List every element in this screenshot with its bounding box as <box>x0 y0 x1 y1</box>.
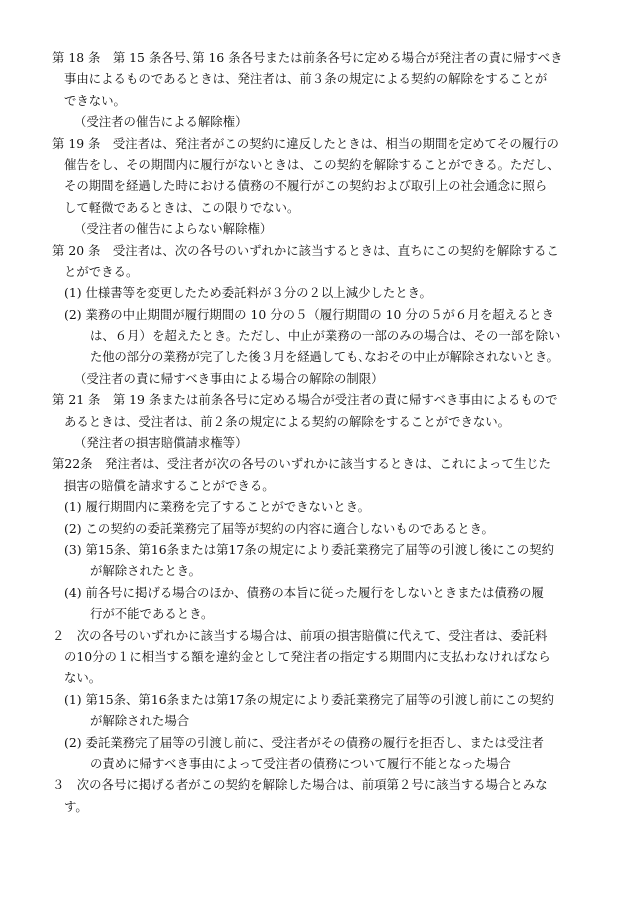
article-22-para-2-item-2: (2) 委託業務完了届等の引渡し前に、受注者がその債務の履行を拒否し、または受注者 <box>64 734 544 750</box>
article-22-paragraph-2: ２ 次の各号のいずれかに該当する場合は、前項の損害賠償に代えて、受注者は、委託料 <box>52 627 548 643</box>
article-20-item-2: (2) 業務の中止期間が履行期間の 10 分の５（履行期間の 10 分の５が６月を超えるとき <box>64 306 555 322</box>
article-20-text-line: とができる。 <box>64 263 139 279</box>
article-22-paragraph-3-cont: す。 <box>64 798 88 814</box>
article-22-para-2-item-1: (1) 第15条、第16条または第17条の規定により委託業務完了届等の引渡し前にこの契約 <box>64 691 555 707</box>
article-22-item-1: (1) 履行期間内に業務を完了することができないとき。 <box>64 499 370 515</box>
article-19-caption: （受注者の催告による解除権） <box>74 114 248 130</box>
article-22-item-4-cont: 行が不能であるとき。 <box>90 606 214 622</box>
article-19-text-line: その期間を経過した時における債務の不履行がこの契約および取引上の社会通念に照ら <box>64 178 548 194</box>
article-22-item-3-cont: が解除されたとき。 <box>90 563 202 579</box>
article-18-heading-line: 第 18 条 第 15 条各号､第 16 条各号または前条各号に定める場合が発注者の責に帰すべき <box>52 50 563 65</box>
article-22-item-2: (2) この契約の委託業務完了届等が契約の内容に適合しないものであるとき。 <box>64 520 494 536</box>
article-22-caption: （発注者の損害賠償請求権等） <box>74 435 248 451</box>
article-20-caption: （受注者の催告によらない解除権） <box>74 221 273 237</box>
article-22-heading-line: 第22条 発注者は、受注者が次の各号のいずれかに該当するときは、これによって生じた <box>52 456 552 472</box>
article-22-paragraph-3: ３ 次の各号に掲げる者がこの契約を解除した場合は、前項第２号に該当する場合とみな <box>52 777 548 793</box>
article-21-text-line: あるときは、受注者は、前２条の規定による契約の解除をすることができない。 <box>64 413 511 429</box>
article-22-item-4: (4) 前各号に掲げる場合のほか、債務の本旨に従った履行をしないときまたは債務の履 <box>64 584 544 600</box>
article-22-item-3: (3) 第15条、第16条または第17条の規定により委託業務完了届等の引渡し後にこの契約 <box>64 541 555 557</box>
article-20-item-2-cont: た他の部分の業務が完了した後３月を経過しても､なおその中止が解除されないとき。 <box>90 349 559 365</box>
article-22-paragraph-2-cont: ない。 <box>64 670 102 686</box>
article-20-item-2-cont: は、６月）を超えたとき。ただし、中止が業務の一部のみの場合は、その一部を除い <box>90 328 561 344</box>
article-20-heading-line: 第 20 条 受注者は、次の各号のいずれかに該当するときは、直ちにこの契約を解除するこ <box>52 242 559 258</box>
article-21-caption: （受注者の責に帰すべき事由による場合の解除の制限） <box>74 370 384 386</box>
article-19-text-line: 催告をし、その期間内に履行がないときは、この契約を解除することができる。ただし、 <box>64 156 560 172</box>
article-19-text-line: して軽微であるときは、この限りでない。 <box>64 199 300 215</box>
article-18-text-line: できない。 <box>64 92 126 108</box>
article-22-paragraph-2-cont: の10分の１に相当する額を違約金として発注者の指定する期間内に支払わなければなら <box>64 648 551 664</box>
article-19-heading-line: 第 19 条 受注者は、発注者がこの契約に違反したときは、相当の期間を定めてその履行の <box>52 135 559 151</box>
article-22-para-2-item-1-cont: が解除された場合 <box>90 713 190 729</box>
article-20-item-1: (1) 仕様書等を変更したため委託料が３分の２以上減少したとき。 <box>64 285 432 301</box>
article-18-text-line: 事由によるものであるときは、発注者は、前３条の規定による契約の解除をすることが <box>64 71 548 87</box>
article-22-text-line: 損害の賠償を請求することができる。 <box>64 477 275 493</box>
article-21-heading-line: 第 21 条 第 19 条または前条各号に定める場合が受注者の責に帰すべき事由によるもので <box>52 392 558 408</box>
document-body <box>52 47 582 817</box>
article-22-para-2-item-2-cont: の責めに帰すべき事由によって受注者の債務について履行不能となった場合 <box>90 755 511 771</box>
